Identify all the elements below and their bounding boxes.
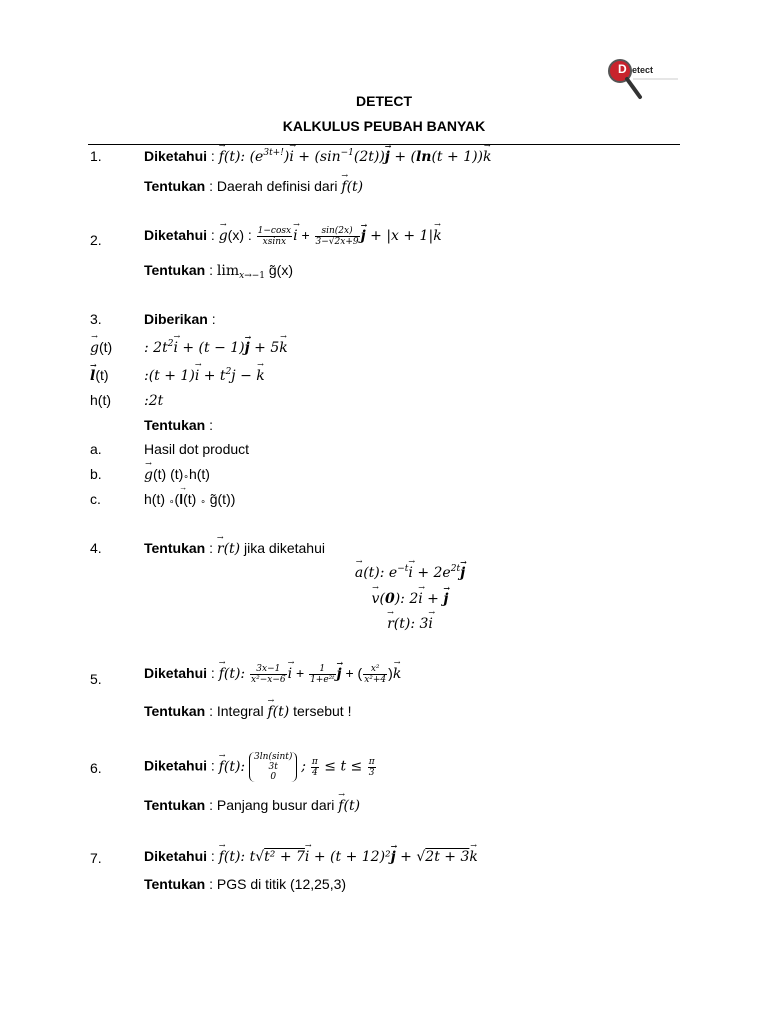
q3-row-g-label: → g(t) [90, 339, 112, 356]
q5-given: Diketahui : → f(t): $\frac{3x-1}{\text{x²−x−6}}$ → i + $\frac{1}{\text{1+e²ᵗ}}$ → j + ( $\frac{\text{x²}}{\text{x²+4}}$ )→ k [144, 664, 401, 685]
q3-given: Diberikan : [144, 311, 216, 327]
q3-row-l-label: → l(t) [90, 367, 109, 384]
q3-item-a-letter: a. [90, 441, 102, 457]
q3-item-b-letter: b. [90, 466, 102, 482]
q5-number: 5. [90, 671, 102, 687]
q3-item-b: → g(t) (t)∘h(t) [144, 466, 210, 483]
q3-number: 3. [90, 311, 102, 327]
q7-number: 7. [90, 850, 102, 866]
q6-number: 6. [90, 760, 102, 776]
document-subtitle: KALKULUS PEUBAH BANYAK [282, 118, 486, 134]
q4-cond-r: → r(t): 3→ i [26, 615, 768, 632]
q4-number: 4. [90, 540, 102, 556]
q5-task: Tentukan : Integral → f(t) tersebut ! [144, 703, 351, 720]
q3-item-c: h(t) ∘(→ l(t) ∘ g̃(t)) [144, 491, 235, 507]
q2-given: Diketahui : → g(x) : $\frac{1-\cos x}{xsinx}$ → i + $\frac{\sin(2x)}{3-√2x+9}$ → j + |x + 1|→ k [144, 226, 442, 247]
q1-task: Tentukan : Daerah definisi dari → f(t) [144, 178, 363, 195]
q3-row-l: :(t + $1)\to i + t^2j$ − → k [144, 367, 265, 384]
q3-item-c-letter: c. [90, 491, 101, 507]
q4-cond-a: → a(t): $e^{-t}\to i + 2e^{2t}\to j$ [26, 564, 768, 581]
svg-text:etect: etect [632, 65, 654, 75]
q6-given: Diketahui : → f(t): 3ln(sint) 3t 0 ; $\frac{\pi}{4}$ ≤ t ≤ $\frac{\pi}{3}$ [144, 752, 377, 782]
q6-task: Tentukan : Panjang busur dari → f(t) [144, 797, 360, 814]
q7-given: Diketahui : → f(t): t√t² + 7→ i + (t + 12)²→ j + √2t + 3→ k [144, 848, 478, 865]
q7-task: Tentukan : PGS di titik (12,25,3) [144, 876, 347, 892]
q2-task: Tentukan : $\lim_{x\to-1}$ g̃(x) [144, 262, 293, 281]
q3-task: Tentukan : [144, 417, 213, 433]
q2-number: 2. [90, 232, 102, 248]
q4-task: Tentukan : → r(t) jika diketahui [144, 540, 325, 557]
q3-row-h-label: h(t) [90, 392, 111, 408]
q4-cond-v: → v(0): 2→ i + → j [26, 590, 768, 607]
q1-number: 1. [90, 148, 102, 164]
q3-row-g: : $2t^2\to i + (t - 1)\to j + 5\to k$ [144, 339, 288, 356]
q3-row-h: :2t [144, 393, 164, 409]
q1-given: Diketahui : → f(t): $(e^{3t+!})\to i + (\sin^{-1}(2t))\to j + (\ln(t + 1))\to k$ [144, 148, 492, 165]
q3-item-a: Hasil dot product [144, 441, 250, 457]
document-title: DETECT [356, 93, 412, 109]
svg-text:D: D [618, 62, 627, 76]
